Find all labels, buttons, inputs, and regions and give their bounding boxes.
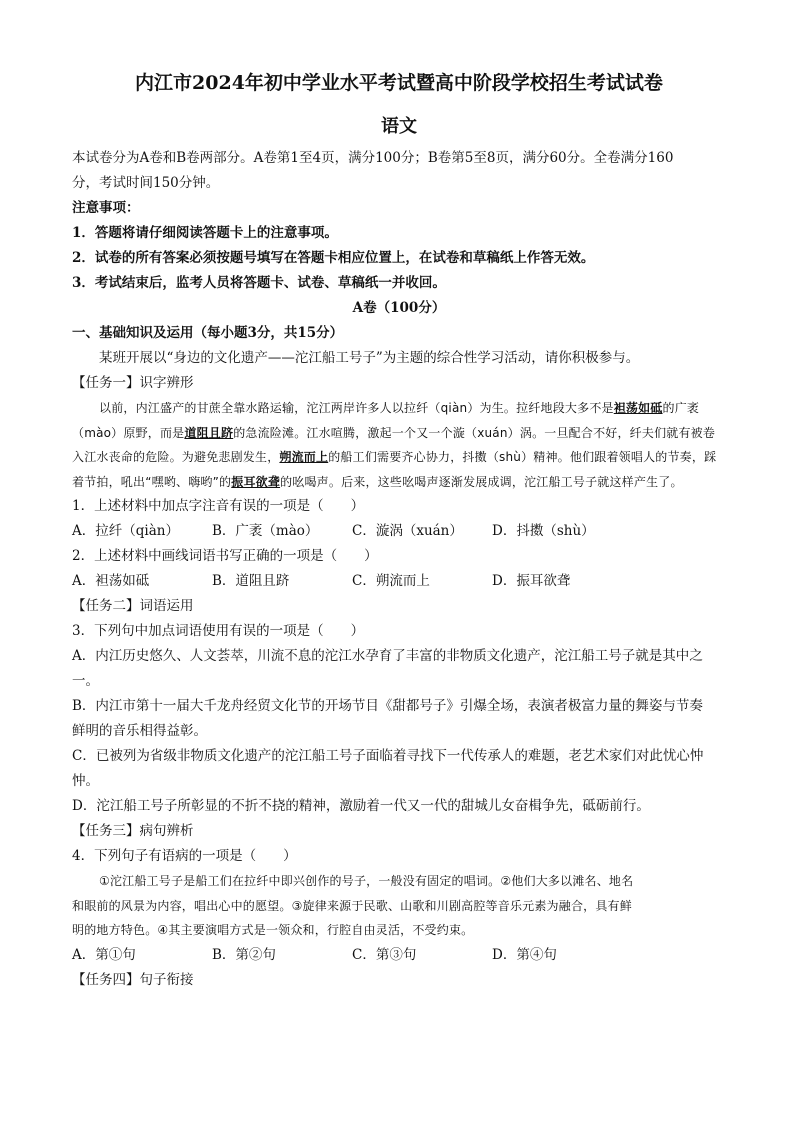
exam-title: 内江市2024年初中学业水平考试暨高中阶段学校招生考试试卷 bbox=[135, 72, 663, 94]
note-item-2: 2．试卷的所有答案必须按题号填写在答题卡相应位置上，在试卷和草稿纸上作答无效。 bbox=[72, 250, 595, 266]
q4-option-c[interactable]: C．第③句 bbox=[352, 946, 417, 963]
question-2-stem: 2．上述材料中画线词语书写正确的一项是（ ） bbox=[72, 548, 378, 564]
passage-text-5: 的吆喝声。后来，这些吆喝声逐渐发展成调，沱江船工号子就这样产生了。 bbox=[280, 474, 683, 489]
task-3-label: 【任务三】病句辨析 bbox=[72, 823, 194, 839]
q2-option-d[interactable]: D．振耳欲聋 bbox=[492, 573, 571, 589]
underlined-word-1: 袒荡如砥 bbox=[613, 401, 663, 415]
underlined-word-2: 道阻且跻 bbox=[184, 425, 234, 440]
passage-text-1: 以前，内江盛产的甘蔗全靠水路运输，沱江两岸许多人以拉纤（qiàn）为生。拉纤地段大多不是 bbox=[99, 401, 614, 415]
q3-option-d[interactable]: D．沱江船工号子所彰显的不折不挠的精神，激励着一代又一代的甜城儿女奋楫争先，砥砺前行。 bbox=[72, 798, 650, 814]
passage-text-2: 的广袤（mào）原野，而是 bbox=[72, 401, 700, 440]
q1-option-a[interactable]: A．拉纤（qiàn） bbox=[72, 523, 179, 539]
q3-option-a-line-1[interactable]: A．内江历史悠久、人文荟萃，川流不息的沱江水孕育了丰富的非物质文化遗产，沱江船工号子就是其中之 bbox=[72, 648, 703, 664]
question-1-stem: 1．上述材料中加点字注音有误的一项是（ ） bbox=[72, 498, 365, 514]
underlined-word-3: 朔流而上 bbox=[279, 450, 329, 464]
passage-text-4: 的船工们需要齐心协力，抖擞（shù）精神。他们跟着领唱人的节奏，踩着节拍，吼出“嘿哟、嗨哟”的 bbox=[72, 450, 717, 489]
task-4-label: 【任务四】句子衔接 bbox=[72, 971, 194, 988]
task-1-label: 【任务一】识字辨形 bbox=[72, 375, 194, 391]
subject-title: 语文 bbox=[381, 116, 417, 137]
section-1-heading: 一、基础知识及运用（每小题3分，共15分） bbox=[72, 325, 344, 341]
q4-option-a[interactable]: A．第①句 bbox=[72, 946, 136, 963]
q4-sentences-line-3: 明的地方特色。④其主要演唱方式是一领众和，行腔自由灵活，不受约束。 bbox=[72, 923, 474, 937]
volume-a-heading: A卷（100分） bbox=[352, 300, 446, 316]
q3-option-b-line-1[interactable]: B．内江市第十一届大千龙舟经贸文化节的开场节目《甜都号子》引爆全场，表演者极富力量的舞姿与节奏 bbox=[72, 698, 703, 714]
question-4-options bbox=[72, 943, 726, 968]
q2-option-b[interactable]: B．道阻且跻 bbox=[212, 573, 290, 589]
question-3-stem: 3．下列句中加点词语使用有误的一项是（ ） bbox=[72, 623, 365, 639]
q3-option-a-line-2: 一。 bbox=[72, 673, 99, 689]
q3-option-c-line-2: 忡。 bbox=[72, 773, 99, 789]
q1-option-d[interactable]: D．抖擞（shù） bbox=[492, 523, 595, 539]
q2-option-c[interactable]: C．朔流而上 bbox=[352, 573, 430, 589]
q1-option-b[interactable]: B．广袤（mào） bbox=[212, 523, 319, 539]
intro-line-1: 本试卷分为A卷和B卷两部分。A卷第1至4页，满分100分；B卷第5至8页，满分60分。全卷满分160 bbox=[72, 150, 674, 166]
q2-option-a[interactable]: A．袒荡如砥 bbox=[72, 573, 150, 589]
note-item-1: 1．答题将请仔细阅读答题卡上的注意事项。 bbox=[72, 225, 338, 241]
q4-option-d[interactable]: D．第④句 bbox=[492, 946, 557, 963]
intro-line-2: 分，考试时间150分钟。 bbox=[72, 175, 220, 191]
q3-option-b-line-2: 鲜明的音乐相得益彰。 bbox=[72, 723, 207, 739]
note-item-3: 3．考试结束后，监考人员将答题卡、试卷、草稿纸一并收回。 bbox=[72, 275, 446, 291]
activity-intro: 某班开展以“身边的文化遗产——沱江船工号子”为主题的综合性学习活动，请你积极参与。 bbox=[99, 350, 640, 366]
question-1-options bbox=[72, 519, 726, 544]
underlined-word-4: 振耳欲聋 bbox=[231, 474, 281, 489]
q3-option-c-line-1[interactable]: C．已被列为省级非物质文化遗产的沱江船工号子面临着寻找下一代传承人的难题，老艺术家们对此忧心忡 bbox=[72, 748, 704, 764]
q1-option-c[interactable]: C．漩涡（xuán） bbox=[352, 523, 463, 539]
task-2-label: 【任务二】词语运用 bbox=[72, 598, 194, 614]
notes-heading: 注意事项： bbox=[72, 200, 140, 216]
q4-sentences-line-2: 和眼前的风景为内容，唱出心中的愿望。③旋律来源于民歌、山歌和川剧高腔等音乐元素为融合，具有鲜 bbox=[72, 898, 632, 913]
passage-text-3: 的急流险滩。江水喧腾，激起一个又一个漩（xuán）涡。一旦配合不好，纤夫们就有被卷入江水丧命的危险。为避免悲剧发生， bbox=[72, 425, 716, 464]
question-2-options bbox=[72, 569, 726, 594]
question-4-stem: 4．下列句子有语病的一项是（ ） bbox=[72, 848, 297, 864]
q4-option-b[interactable]: B．第②句 bbox=[212, 946, 276, 963]
task-1-passage bbox=[72, 396, 726, 494]
q4-sentences-line-1: ①沱江船工号子是船工们在拉纤中即兴创作的号子，一般没有固定的唱词。②他们大多以滩名、地名 bbox=[99, 874, 634, 888]
